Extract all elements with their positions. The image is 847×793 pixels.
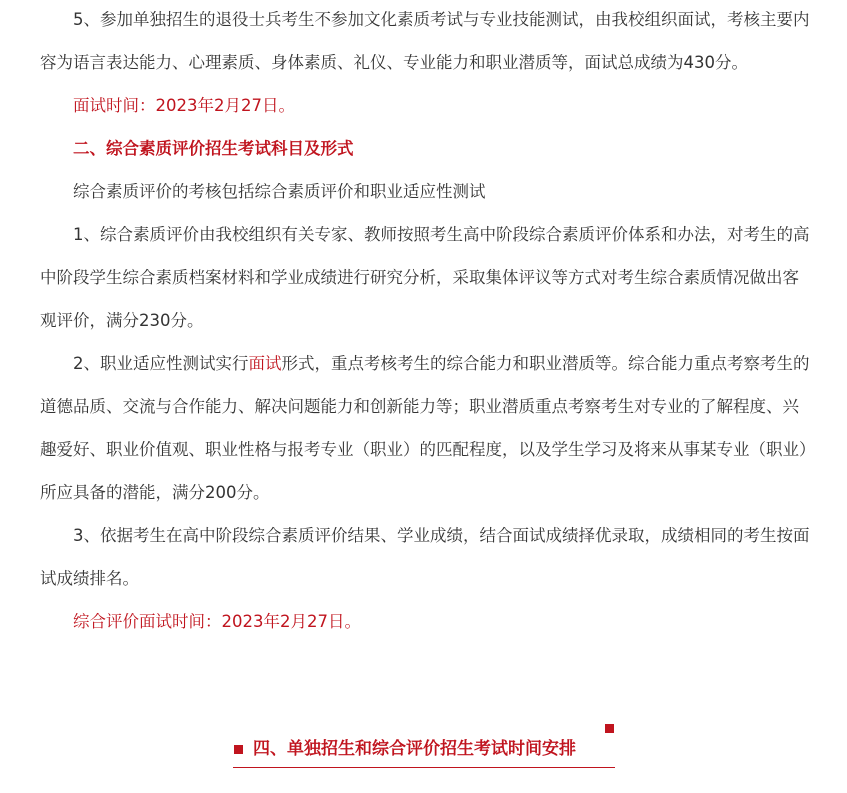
decor-square-bottom-left bbox=[234, 745, 243, 754]
paragraph-admission-rule: 3、依据考生在高中阶段综合素质评价结果、学业成绩，结合面试成绩择优录取，成绩相同的考生按面试成绩排名。 bbox=[40, 526, 810, 588]
section-title-block bbox=[233, 724, 615, 770]
aptitude-text-end: 形式，重点考核考生的综合能力和职业潜质等。综合能力重点考察考生的道德品质、交流与合作能力、解决问题能力和创新能力等；职业潜质重点考察考生对专业的了解程度、兴趣爱好、职业价值观、职业性格与报考专业（职业）的匹配程度，以及学生学习及将来从事某专业（职业）所应具备的潜能，满分200分。 bbox=[40, 354, 810, 502]
section-heading-2: 二、综合素质评价招生考试科目及形式 bbox=[73, 139, 354, 158]
article-body bbox=[40, 0, 810, 643]
paragraph-comprehensive-evaluation: 1、综合素质评价由我校组织有关专家、教师按照考生高中阶段综合素质评价体系和办法，对考生的高中阶段学生综合素质档案材料和学业成绩进行研究分析，采取集体评议等方式对考生综合素质情况做出客观评价，满分230分。 bbox=[40, 225, 810, 330]
aptitude-text-start: 2、职业适应性测试实行 bbox=[73, 354, 249, 373]
interview-time-note: 面试时间：2023年2月27日。 bbox=[73, 96, 295, 115]
paragraph-aptitude-test bbox=[40, 342, 810, 514]
comprehensive-interview-time-note: 综合评价面试时间：2023年2月27日。 bbox=[73, 612, 361, 631]
section-title: 四、单独招生和综合评价招生考试时间安排 bbox=[253, 739, 576, 759]
paragraph-veteran-interview: 5、参加单独招生的退役士兵考生不参加文化素质考试与专业技能测试，由我校组织面试，考核主要内容为语言表达能力、心理素质、身体素质、礼仪、专业能力和职业潜质等，面试总成绩为430分。 bbox=[40, 10, 810, 72]
decor-square-top-right bbox=[605, 724, 614, 733]
section-title-underline bbox=[233, 767, 615, 768]
paragraph-assessment-intro: 综合素质评价的考核包括综合素质评价和职业适应性测试 bbox=[73, 182, 486, 201]
interview-link[interactable]: 面试 bbox=[248, 354, 282, 373]
